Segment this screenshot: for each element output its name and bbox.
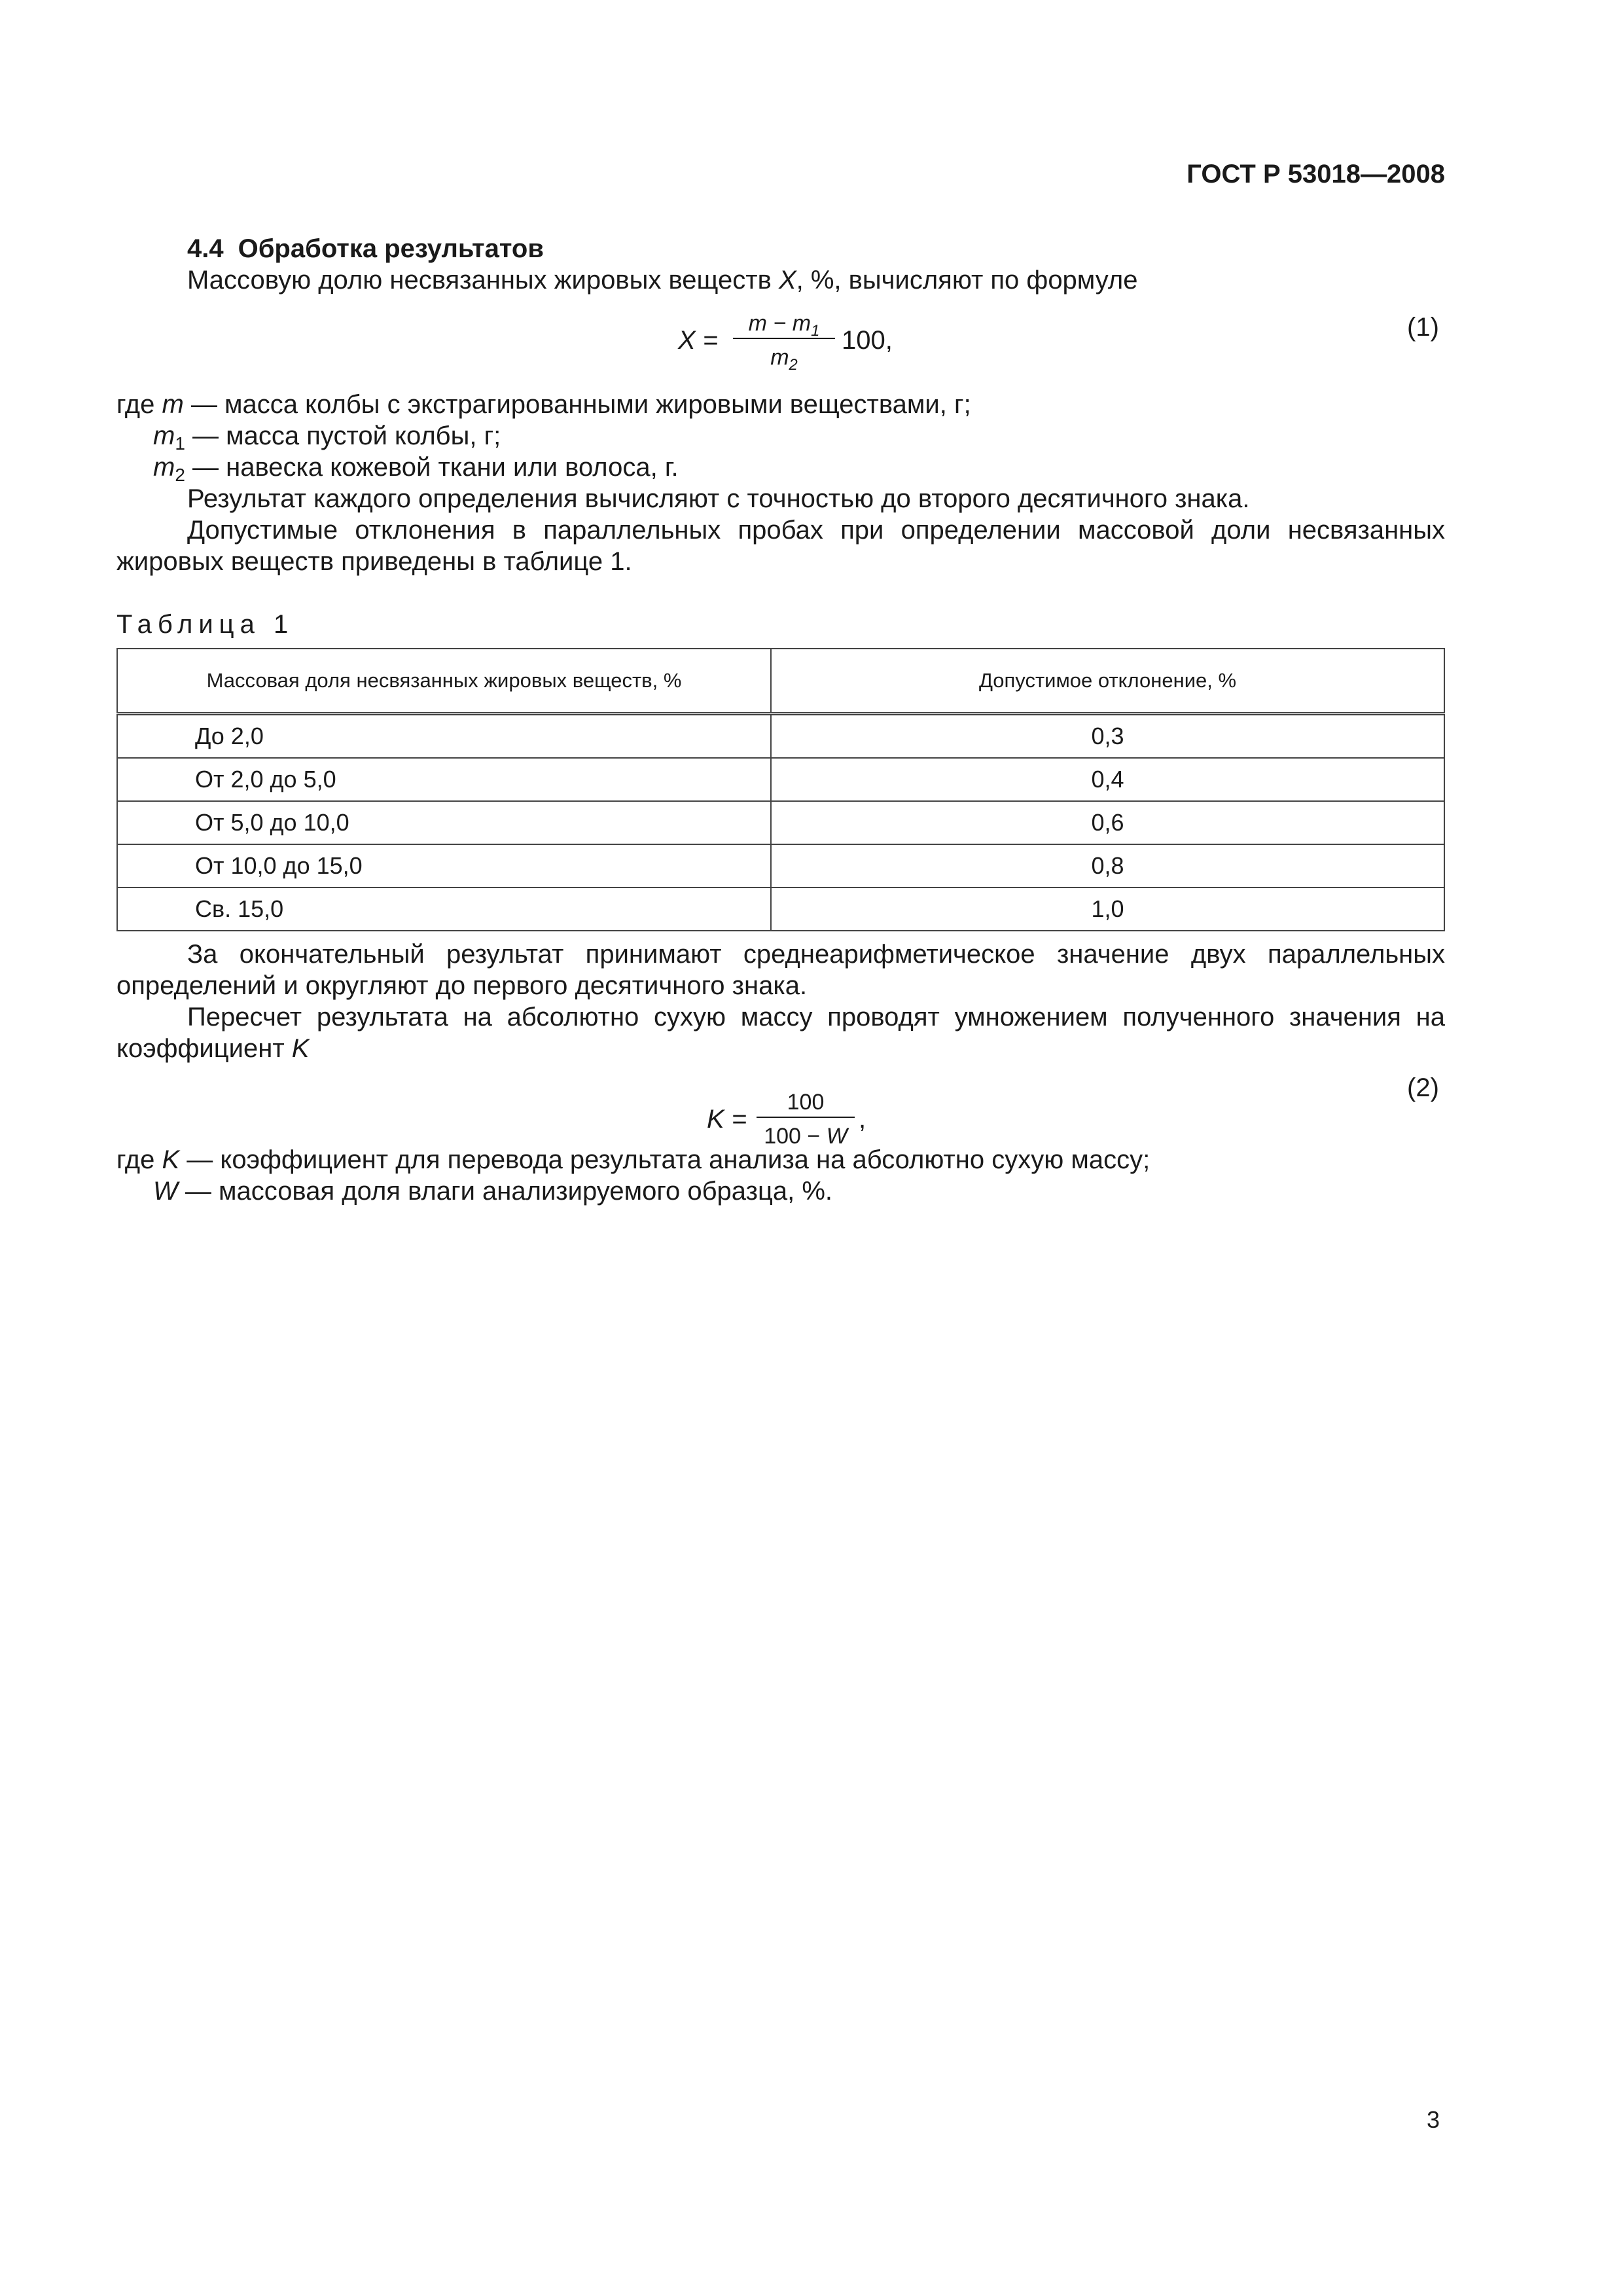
intro-paragraph	[187, 264, 1137, 296]
table-cell-range: От 2,0 до 5,0	[117, 758, 771, 801]
table-cell-deviation: 0,6	[771, 801, 1444, 844]
table-header-deviation: Допустимое отклонение, %	[771, 649, 1444, 714]
formula-2-number: (2)	[1407, 1073, 1439, 1102]
formula-2-rhs: ,	[859, 1105, 866, 1134]
where-item: $m_1$ — масса пустой колбы, г;	[153, 422, 501, 454]
where-item: где m — масса колбы с экстрагированными жировыми веществами, г;	[116, 390, 971, 419]
formula-1-lhs: X =	[678, 326, 719, 355]
table-cell-deviation: 0,3	[771, 714, 1444, 759]
paragraph-final-result: За окончательный результат принимают среднеарифметическое значение двух параллельных определений и округляют до первого десятичного знака.	[116, 940, 1445, 1000]
formula-2-numerator: 100	[787, 1090, 825, 1115]
paragraph-deviation: Допустимые отклонения в параллельных пробах при определении массовой доли несвязанных жировых веществ приведены в таблице 1.	[116, 516, 1445, 576]
formula-1-number: (1)	[1407, 313, 1439, 342]
table-row	[117, 888, 1444, 931]
table-cell-range: От 5,0 до 10,0	[117, 801, 771, 844]
table-caption: Таблица 1	[116, 610, 294, 639]
paragraph-recalculation: Пересчет результата на абсолютно сухую массу проводят умножением полученного значения на коэффициент K	[116, 1003, 1445, 1063]
formula-1-numerator: $m - m_1$	[748, 311, 820, 340]
table-cell-range: От 10,0 до 15,0	[117, 844, 771, 888]
table-cell-range: Св. 15,0	[117, 888, 771, 931]
paragraph-precision: Результат каждого определения вычисляют с точностью до второго десятичного знака.	[187, 484, 1250, 513]
formula-1-denominator: $m_2$	[770, 345, 798, 374]
table-cell-deviation: 0,4	[771, 758, 1444, 801]
fraction-bar	[733, 338, 835, 339]
formula-2-denominator: 100 − W	[764, 1124, 847, 1149]
where-item: $m_2$ — навеска кожевой ткани или волоса, г.	[153, 453, 679, 485]
section-heading	[187, 233, 544, 264]
table-cell-deviation: 0,8	[771, 844, 1444, 888]
deviation-table	[116, 648, 1445, 931]
where-item: где K — коэффициент для перевода результата анализа на абсолютно сухую массу;	[116, 1145, 1150, 1174]
fraction-bar	[757, 1117, 855, 1118]
table-header-row	[117, 649, 1444, 714]
page-number: 3	[1427, 2106, 1440, 2133]
intro-variable: X	[778, 266, 796, 295]
formula-1	[678, 308, 940, 380]
table-row	[117, 714, 1444, 759]
formula-1-rhs: 100,	[842, 326, 893, 355]
formula-2-lhs: K =	[707, 1105, 747, 1134]
table-cell-range: До 2,0	[117, 714, 771, 759]
table-row	[117, 758, 1444, 801]
intro-text: Массовую долю несвязанных жировых веществ	[187, 266, 779, 295]
section-title: Обработка результатов	[238, 234, 544, 263]
table-row	[117, 844, 1444, 888]
table-row	[117, 801, 1444, 844]
table-cell-deviation: 1,0	[771, 888, 1444, 931]
intro-text-end: , %, вычисляют по формуле	[796, 266, 1138, 295]
section-number: 4.4	[187, 234, 224, 263]
where-item: W — массовая доля влаги анализируемого образца, %.	[153, 1177, 832, 1206]
document-standard-number: ГОСТ Р 53018—2008	[1186, 160, 1445, 188]
table-header-mass-fraction: Массовая доля несвязанных жировых веществ, %	[117, 649, 771, 714]
